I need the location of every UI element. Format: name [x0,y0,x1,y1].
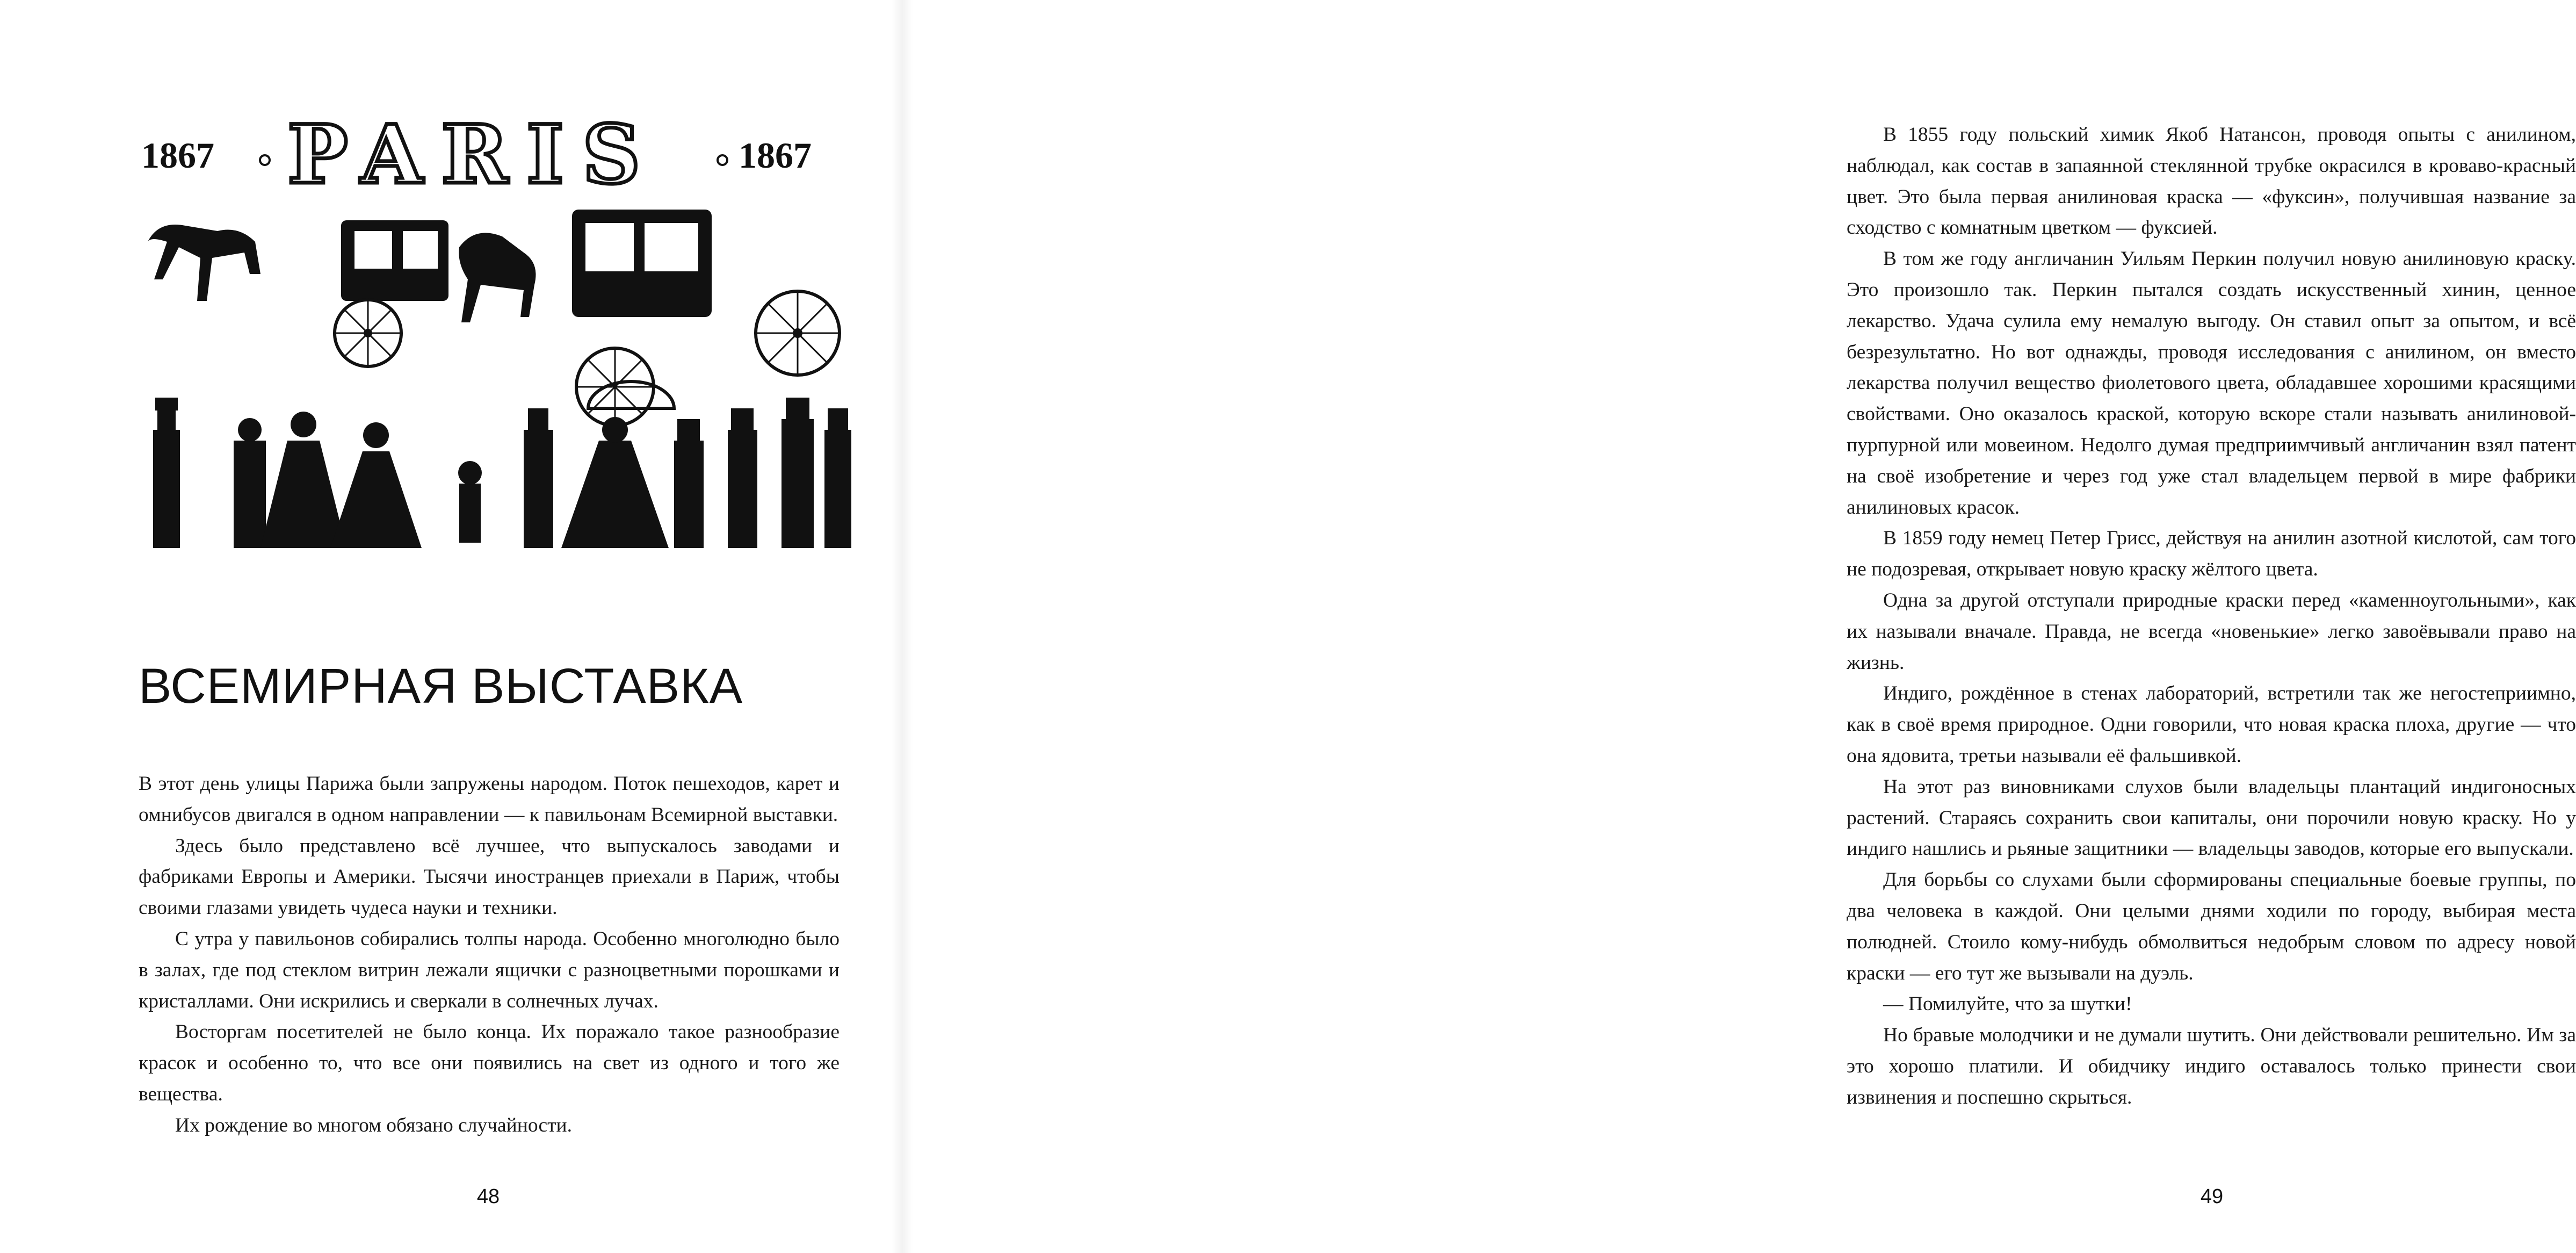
illustration-svg [137,107,862,580]
ornament-dot-left [260,155,270,165]
paragraph: Здесь было представлено всё лучшее, что выпускалось заводами и фабриками Европы и Америки. Тысячи иностранцев приехали в Париж, чтобы своими глазами увидеть чудеса науки и техники. [139,834,840,919]
paris-1867-illustration [137,107,862,580]
illustration-year-left: 1867 [141,135,214,176]
carriage-1 [335,220,448,366]
paragraph: В том же году англичанин Уильям Перкин получил новую анилиновую краску. Это произошло так. Перкин пытался создать искусственный хинин, ценное лекарство. Удача сулила ему немалую выгоду. Он ставил опыт за опытом, и всё безрезультатно. Но вот однажды, проводя исследования с анилином, он вместо лекарства получил вещество фиолетового цвета, обладавшее хорошими красящими свойствами. Оно оказалось краской, которую вскоре стали называть анилиновой-пурпурной или мовеином. Недолго думая предприимчивый англичанин взял патент на своё изобретение и через год уже стал владельцем первой в мире фабрики анилиновых красок. [1847,248,2576,519]
paragraph: В 1859 году немец Петер Грисс, действуя на анилин азотной кислотой, сам того не подозревая, открывает новую краску жёлтого цвета. [1847,527,2576,581]
paragraph: В 1855 году польский химик Якоб Натансон, проводя опыты с анилином, наблюдал, как состав в запаянной стеклянной трубке окрасился в кроваво-красный цвет. Это была первая анилиновая краска — «фуксин», получившая название за сходство с комнатным цветком — фуксией. [1847,124,2576,239]
illustration-year-right: 1867 [739,135,812,176]
paragraph: Одна за другой отступали природные краски перед «каменноугольными», как их называли вначале. Правда, не всегда «новенькие» легко завоёвывали право на жизнь. [1847,589,2576,674]
page-number-left: 48 [476,1185,500,1208]
paragraph: Для борьбы со слухами были сформированы специальные боевые группы, по два человека в каждой. Они целыми днями ходили по городу, выбирая места полюдней. Стоило кому-нибудь обмолвиться недобрым словом по адресу новой краски — его тут же вызывали на дуэль. [1847,869,2576,984]
left-page-body [139,768,840,1141]
carriage-2 [572,210,840,426]
illustration-word-paris: PARIS [287,107,659,202]
crowd-figures [153,381,851,548]
paragraph: — Помилуйте, что за шутки! [1883,993,2132,1016]
paragraph: С утра у павильонов собирались толпы народа. Особенно многолюдно было в залах, где под стеклом витрин лежали ящички с разноцветными порошками и кристаллами. Они искрились и сверкали в солнечных лучах. [139,927,840,1012]
right-page [897,0,2576,1253]
paragraph: Но бравые молодчики и не думали шутить. Они действовали решительно. Им за это хорошо платили. И обидчику индиго оставалось только принести свои извинения и поспешно скрыться. [1847,1024,2576,1108]
chapter-title: ВСЕМИРНАЯ ВЫСТАВКА [139,659,743,714]
ornament-dot-right [718,155,727,165]
paragraph: В этот день улицы Парижа были запружены народом. Поток пешеходов, карет и омнибусов двигался в одном направлении — к павильонам Всемирной выставки. [139,773,840,826]
right-page-body [1847,119,2576,1113]
left-page [0,0,897,1253]
page-number-right: 49 [2200,1185,2224,1208]
paragraph: Их рождение во многом обязано случайности. [175,1114,572,1136]
paragraph: На этот раз виновниками слухов были владельцы плантаций индигоносных растений. Стараясь сохранить свои капиталы, они порочили новую краску. Но у индиго нашлись и рьяные защитники — владельцы заводов, которые его выпускали. [1847,775,2576,860]
paragraph: Индиго, рождённое в стенах лабораторий, встретили так же негостеприимно, как в своё время природное. Одни говорили, что новая краска плоха, другие — что она ядовита, третьи называли её фальшивкой. [1847,682,2576,767]
horse-middle [459,233,536,322]
horse-left [148,225,261,301]
paragraph: Восторгам посетителей не было конца. Их поражало такое разнообразие красок и особенно то, что все они появились на свет из одного и того же вещества. [139,1021,840,1105]
